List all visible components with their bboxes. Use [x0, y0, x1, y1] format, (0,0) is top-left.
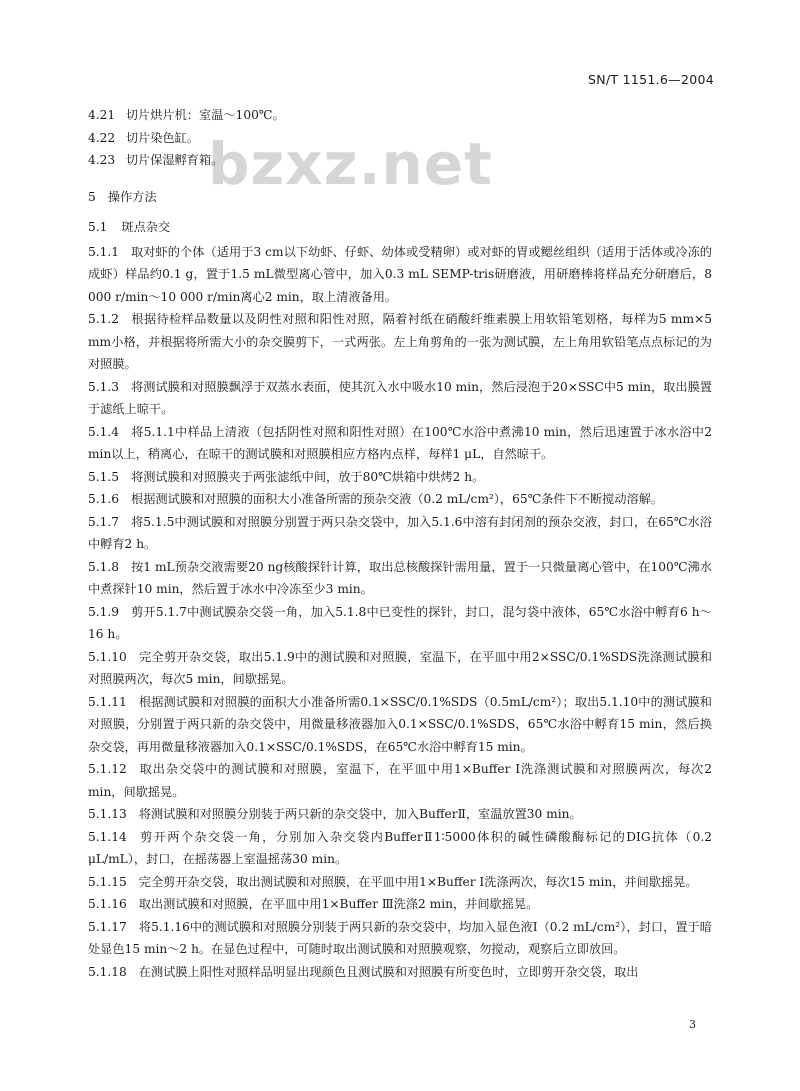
paragraph: 5.1.8 按1 mL预杂交液需要20 ng核酸探针计算，取出总核酸探针需用量，置于一只微量离心管中，在100℃沸水中煮探针10 min，然后置于冰水中冷冻至少3 min。: [88, 559, 712, 596]
paragraph: 5.1.4 将5.1.1中样品上清液（包括阴性对照和阳性对照）在100℃水浴中煮沸10 min，然后迅速置于冰水浴中2 min以上，稍离心，在晾干的测试膜和对照膜相应方格内点样，每样1 μL，自然晾干。: [88, 424, 712, 461]
equipment-list: [88, 104, 712, 172]
list-item: 4.22 切片染色缸。: [88, 130, 199, 145]
paragraph: 5.1.6 根据测试膜和对照膜的面积大小准备所需的预杂交液（0.2 mL/cm²），65℃条件下不断搅动溶解。: [88, 492, 664, 506]
paragraph: 5.1.3 将测试膜和对照膜飘浮于双蒸水表面，使其沉入水中吸水10 min，然后浸泡于20×SSC中5 min，取出膜置于滤纸上晾干。: [88, 379, 712, 416]
paragraph: 5.1.13 将测试膜和对照膜分别装于两只新的杂交袋中，加入BufferⅡ，室温放置30 min。: [88, 807, 582, 821]
paragraph: 5.1.5 将测试膜和对照膜夹于两张滤纸中间，放于80℃烘箱中烘烤2 h。: [88, 469, 485, 484]
standard-code: SN/T 1151.6—2004: [588, 72, 714, 87]
paragraph: 5.1.16 取出测试膜和对照膜，在平皿中用1×Buffer Ⅲ洗涤2 min，并间歇摇晃。: [88, 897, 539, 911]
paragraph: 5.1.2 根据待检样品数量以及阴性对照和阳性对照，隔着衬纸在硝酸纤维素膜上用软铅笔划格，每样为5 mm×5 mm小格，并根据将所需大小的杂交膜剪下，一式两张。左上角剪角的一张为测试膜，左上角用软铅笔点点标记的为对照膜。: [88, 312, 712, 371]
paragraph: 5.1.18 在测试膜上阳性对照样品明显出现颜色且测试膜和对照膜有所变色时，立即剪开杂交袋，取出: [88, 964, 639, 979]
paragraph: 5.1.1 取对虾的个体（适用于3 cm以下幼虾、仔虾、幼体或受精卵）或对虾的胃或鳃丝组织（适用于活体或冷冻的成虾）样品约0.1 g，置于1.5 mL微型离心管中，加入0.3 mL SEMP-tris研磨液，用研磨棒将样品充分研磨后，8 000 r/min～10 000 r/min离心2 min，取上清液备用。: [88, 244, 712, 304]
page-number: 3: [689, 1018, 696, 1031]
paragraph: 5.1.17 将5.1.16中的测试膜和对照膜分别装于两只新的杂交袋中，均加入显色液Ⅰ（0.2 mL/cm²），封口，置于暗处显色15 min～2 h。在显色过程中，可随时取出测试膜和对照膜观察，勿搅动，观察后立即放回。: [88, 919, 712, 956]
subsection-heading: 5.1 斑点杂交: [88, 220, 171, 234]
paragraph: 5.1.14 剪开两个杂交袋一角，分别加入杂交袋内BufferⅡ1∶5000体积的碱性磷酸酶标记的DIG抗体（0.2 μL/mL），封口，在摇荡器上室温摇荡30 min。: [88, 829, 712, 866]
list-item: 4.21 切片烘片机：室温～100℃。: [88, 108, 285, 122]
paragraph: 5.1.12 取出杂交袋中的测试膜和对照膜，室温下，在平皿中用1×Buffer Ⅰ洗涤测试膜和对照膜两次，每次2 min，间歇摇晃。: [88, 762, 712, 799]
paragraph: 5.1.10 完全剪开杂交袋，取出5.1.9中的测试膜和对照膜，室温下，在平皿中用2×SSC/0.1%SDS洗涤测试膜和对照膜两次，每次5 min，间歇摇晃。: [88, 649, 712, 686]
paragraph: 5.1.11 根据测试膜和对照膜的面积大小准备所需0.1×SSC/0.1%SDS（0.5mL/cm²）；取出5.1.10中的测试膜和对照膜，分别置于两只新的杂交袋中，用微量移液器加入0.1×SSC/0.1%SDS，65℃水浴中孵育15 min，然后换杂交袋，再用微量移液器加入0.1×SSC/0.1%SDS，在65℃水浴中孵育15 min。: [88, 694, 712, 754]
section-heading: 5 操作方法: [88, 189, 157, 204]
procedure-paragraphs: [88, 241, 712, 984]
list-item: 4.23 切片保湿孵育箱。: [88, 153, 224, 167]
page-content: [88, 104, 712, 983]
paragraph: 5.1.9 剪开5.1.7中测试膜杂交袋一角，加入5.1.8中已变性的探针，封口，混匀袋中液体，65℃水浴中孵育6 h～16 h。: [88, 604, 712, 641]
paragraph: 5.1.15 完全剪开杂交袋，取出测试膜和对照膜，在平皿中用1×Buffer Ⅰ洗涤两次，每次15 min，并间歇摇晃。: [88, 874, 698, 889]
watermark-text: bzxz.net: [208, 130, 493, 198]
paragraph: 5.1.7 将5.1.5中测试膜和对照膜分别置于两只杂交袋中，加入5.1.6中溶有封闭剂的预杂交液，封口，在65℃水浴中孵育2 h。: [88, 514, 712, 551]
